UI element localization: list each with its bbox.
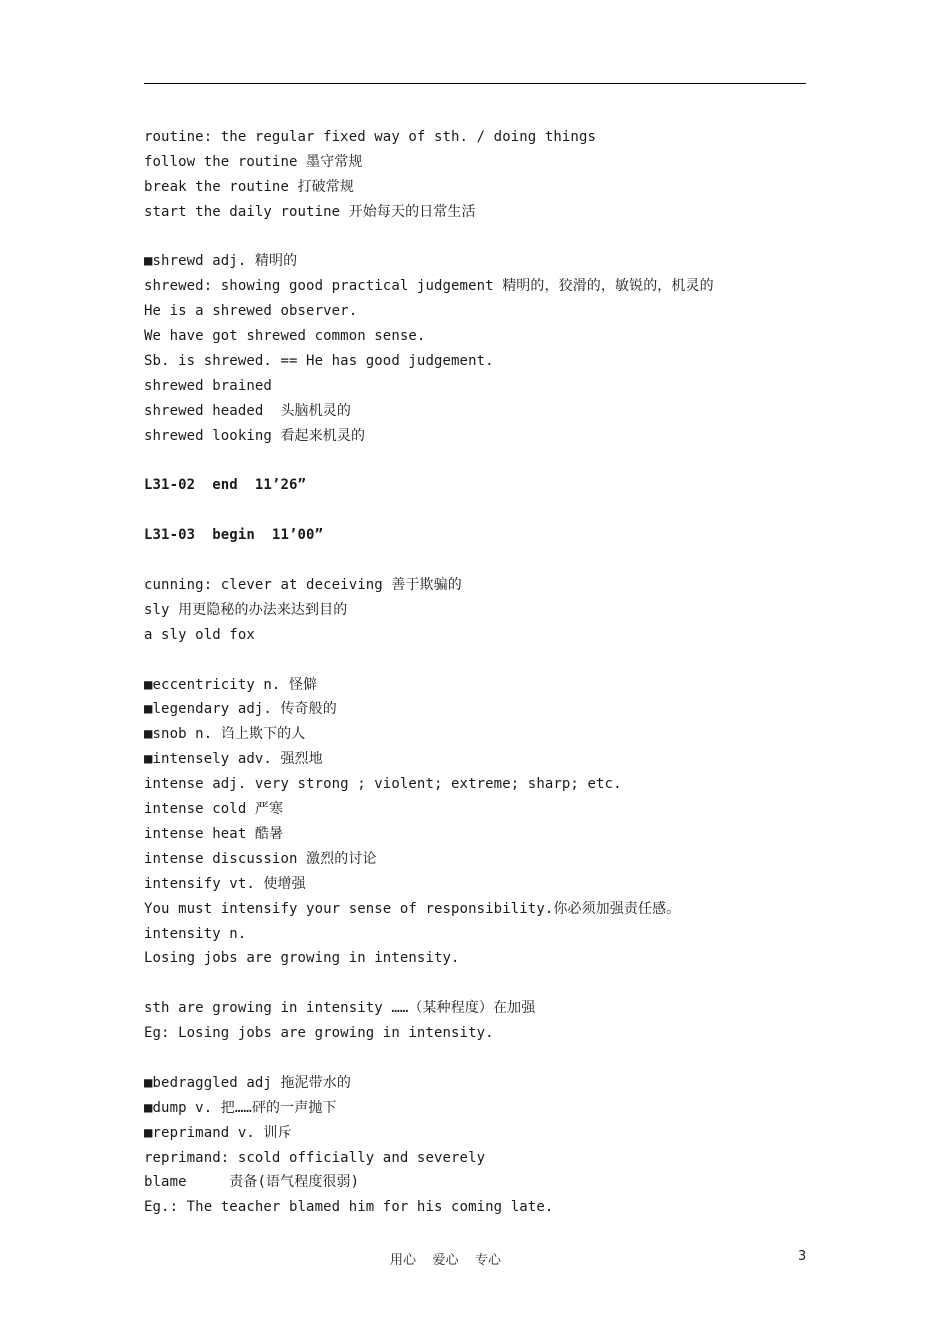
text-line: sly 用更隐秘的办法来达到目的	[144, 601, 348, 618]
text-line: ■dump v. 把……砰的一声抛下	[144, 1099, 337, 1116]
text-line: Losing jobs are growing in intensity.	[144, 950, 460, 967]
text-line: shrewed: showing good practical judgement 精明的，狡滑的，敏锐的，机灵的	[144, 278, 714, 295]
page-number: 3	[798, 1249, 807, 1264]
text-line: Eg: Losing jobs are growing in intensity.	[144, 1025, 494, 1042]
section-marker-line: L31-02 end 11’26”	[144, 477, 307, 494]
text-line: intense heat 酷暑	[144, 825, 284, 842]
text-line: reprimand: scold officially and severely	[144, 1149, 486, 1166]
blank-line	[144, 548, 824, 573]
text-line: ■intensely adv. 强烈地	[144, 751, 323, 768]
text-line: Sb. is shrewed. == He has good judgement.	[144, 353, 494, 370]
text-line: You must intensify your sense of responsibility.你必须加强责任感。	[144, 900, 681, 917]
blank-line	[144, 225, 824, 250]
text-line: follow the routine 墨守常规	[144, 153, 363, 170]
text-line: ■snob n. 诌上欺下的人	[144, 726, 306, 743]
page-footer	[0, 1249, 950, 1269]
text-line: shrewed looking 看起来机灵的	[144, 427, 366, 444]
text-line: start the daily routine 开始每天的日常生活	[144, 203, 476, 220]
text-line: He is a shrewed observer.	[144, 303, 358, 320]
blank-line	[144, 498, 824, 523]
text-line: blame 责备(语气程度很弱)	[144, 1174, 360, 1191]
text-line: shrewed brained	[144, 377, 272, 394]
document-body	[144, 125, 824, 1220]
blank-line	[144, 648, 824, 673]
text-line: Eg.: The teacher blamed him for his coming late.	[144, 1199, 554, 1216]
text-line: intensify vt. 使增强	[144, 875, 306, 892]
text-line: intense discussion 激烈的讨论	[144, 850, 377, 867]
text-line: intensity n.	[144, 925, 247, 942]
text-line: ■eccentricity n. 怪僻	[144, 676, 318, 693]
footer-motto: 用心 爱心 专心	[390, 1253, 502, 1268]
blank-line	[144, 1046, 824, 1071]
blank-line	[144, 971, 824, 996]
text-line: ■reprimand v. 训斥	[144, 1124, 292, 1141]
text-line: a sly old fox	[144, 626, 255, 643]
text-line: intense cold 严寒	[144, 801, 284, 818]
text-line: shrewed headed 头脑机灵的	[144, 402, 351, 419]
text-line: cunning: clever at deceiving 善于欺骗的	[144, 577, 462, 594]
text-line: intense adj. very strong ; violent; extreme; sharp; etc.	[144, 776, 622, 793]
section-marker-line: L31-03 begin 11’00”	[144, 527, 324, 544]
text-line: ■bedraggled adj 拖泥带水的	[144, 1074, 351, 1091]
blank-line	[144, 449, 824, 474]
text-line: We have got shrewed common sense.	[144, 328, 426, 345]
text-line: sth are growing in intensity ……（某种程度）在加强	[144, 1000, 536, 1017]
header-rule	[144, 83, 806, 84]
text-line: routine: the regular fixed way of sth. / doing things	[144, 129, 597, 145]
text-line: ■legendary adj. 传奇般的	[144, 701, 337, 718]
text-line: break the routine 打破常规	[144, 178, 354, 195]
text-line: ■shrewd adj. 精明的	[144, 253, 298, 270]
